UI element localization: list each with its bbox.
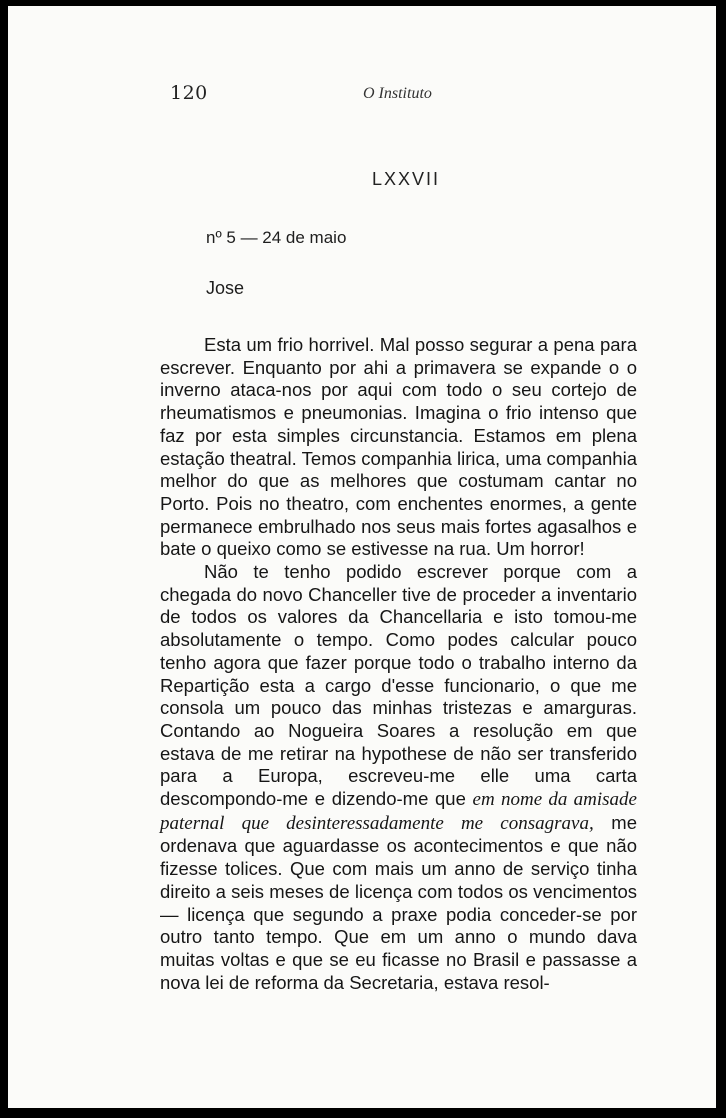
letter-salutation: Jose [206, 278, 245, 298]
book-page [8, 6, 716, 1108]
letter-body [160, 334, 637, 994]
paragraph-text: Não te tenho podido escrever porque com a chegada do novo Chanceller tive de proceder a inventario de todos os valores da Chancellaria e isto tomou-me absolutamente o tempo. Como podes calcular pouco tenho agora que fazer porque todo o trabalho interno da Repartição esta a cargo d'esse funcionario, o que me consola um pouco das minhas tristezas e amarguras. Contando ao Nogueira Soares a resolução em que estava de me retirar na hypothese de não ser transferido para a Europa, escreveu-me elle uma carta descompondo-me e dizendo-me que [160, 561, 637, 810]
page-number: 120 [170, 82, 208, 104]
paragraph-text: me ordenava que aguardasse os acontecimentos e que não fizesse tolices. Que com mais um anno de serviço tinha direito a seis meses de licença com todos os vencimentos — licença que segundo a praxe podia conceder-se por outro tanto tempo. Que em um anno o mundo dava muitas voltas e que se eu ficasse no Brasil e passasse a nova lei de reforma da Secretaria, estava resol- [160, 811, 637, 993]
body-paragraph [160, 561, 637, 994]
body-paragraph [160, 334, 637, 561]
italic-phrase: em nome da amisade paternal que desinteressadamente me consagrava, [160, 789, 637, 834]
letter-date: nº 5 — 24 de maio [206, 228, 347, 247]
letter-number-heading: LXXVII [372, 169, 441, 189]
running-title: O Instituto [363, 85, 432, 102]
paragraph-text: Esta um frio horrivel. Mal posso segurar a pena para escrever. Enquanto por ahi a primavera se expande o o inverno ataca-nos por aqui com todo o seu cortejo de rheumatismos e pneumonias. Imagina o frio intenso que faz por esta simples circunstancia. Estamos em plena estação theatral. Temos companhia lirica, uma companhia melhor do que as melhores que costumam cantar no Porto. Pois no theatro, com enchentes enormes, a gente permanece embrulhado nos seus mais fortes agasalhos e bate o queixo como se estivesse na rua. Um horror! [160, 334, 637, 560]
